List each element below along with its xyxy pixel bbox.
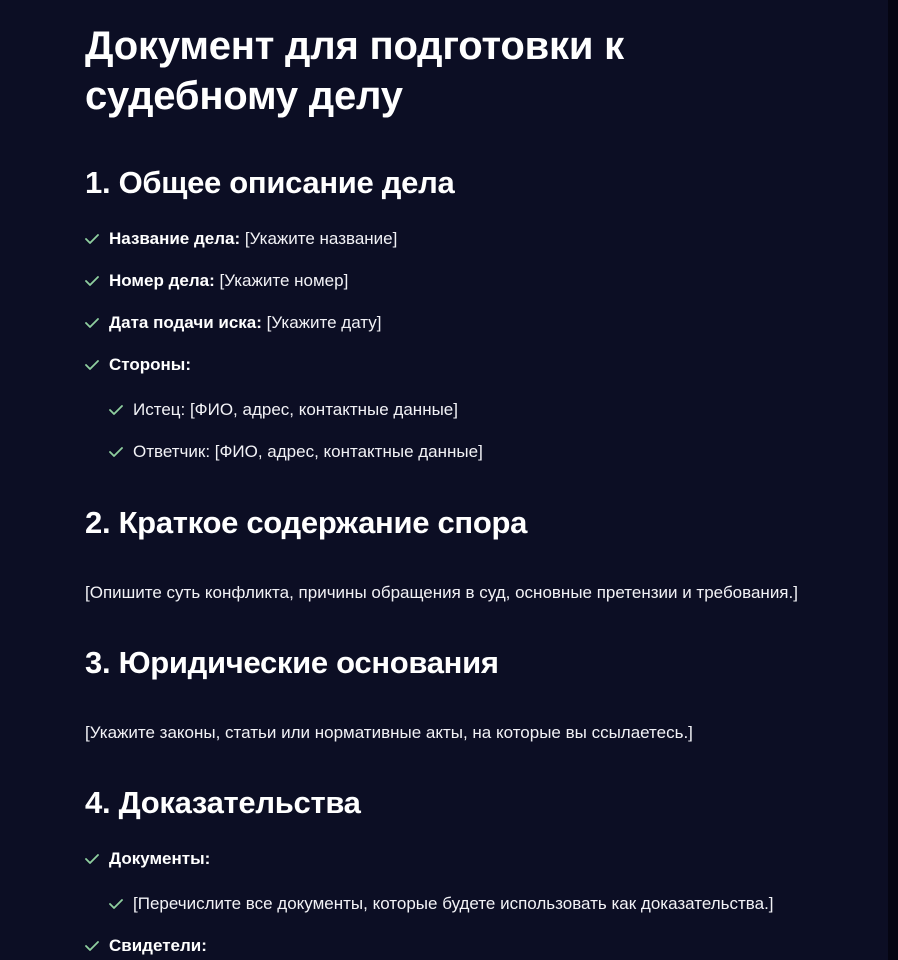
check-icon — [85, 276, 99, 286]
item-label: Название дела: — [109, 229, 241, 248]
item-text: Ответчик: [ФИО, адрес, контактные данные] — [133, 442, 483, 461]
section-text-legal-basis: [Укажите законы, статьи или нормативные акты, на которые вы ссылаетесь.] — [85, 723, 693, 742]
check-icon — [109, 899, 123, 909]
section-heading-summary: 2. Краткое содержание спора — [85, 505, 528, 540]
document-title: Документ для подготовки к судебному делу — [85, 24, 624, 118]
item-label: Документы: — [109, 849, 211, 868]
item-value: [Укажите номер] — [219, 271, 349, 290]
check-icon — [85, 234, 99, 244]
item-value: [Укажите название] — [244, 229, 398, 248]
item-label: Дата подачи иска: — [109, 313, 262, 332]
item-label: Номер дела: — [109, 271, 215, 290]
item-label: Стороны: — [109, 355, 191, 374]
item-text: [Перечислите все документы, которые будете использовать как доказательства.] — [133, 894, 774, 913]
section-text-summary: [Опишите суть конфликта, причины обращения в суд, основные претензии и требования.] — [85, 583, 798, 602]
check-icon — [85, 941, 99, 951]
check-icon — [109, 447, 123, 457]
item-value: [Укажите дату] — [266, 313, 382, 332]
section-heading-legal-basis: 3. Юридические основания — [85, 645, 499, 680]
check-icon — [85, 854, 99, 864]
item-label: Свидетели: — [109, 936, 207, 955]
check-icon — [85, 318, 99, 328]
check-icon — [85, 360, 99, 370]
check-icon — [109, 405, 123, 415]
section-heading-evidence: 4. Доказательства — [85, 785, 361, 820]
item-text: Истец: [ФИО, адрес, контактные данные] — [133, 400, 458, 419]
section-heading-general: 1. Общее описание дела — [85, 165, 455, 200]
